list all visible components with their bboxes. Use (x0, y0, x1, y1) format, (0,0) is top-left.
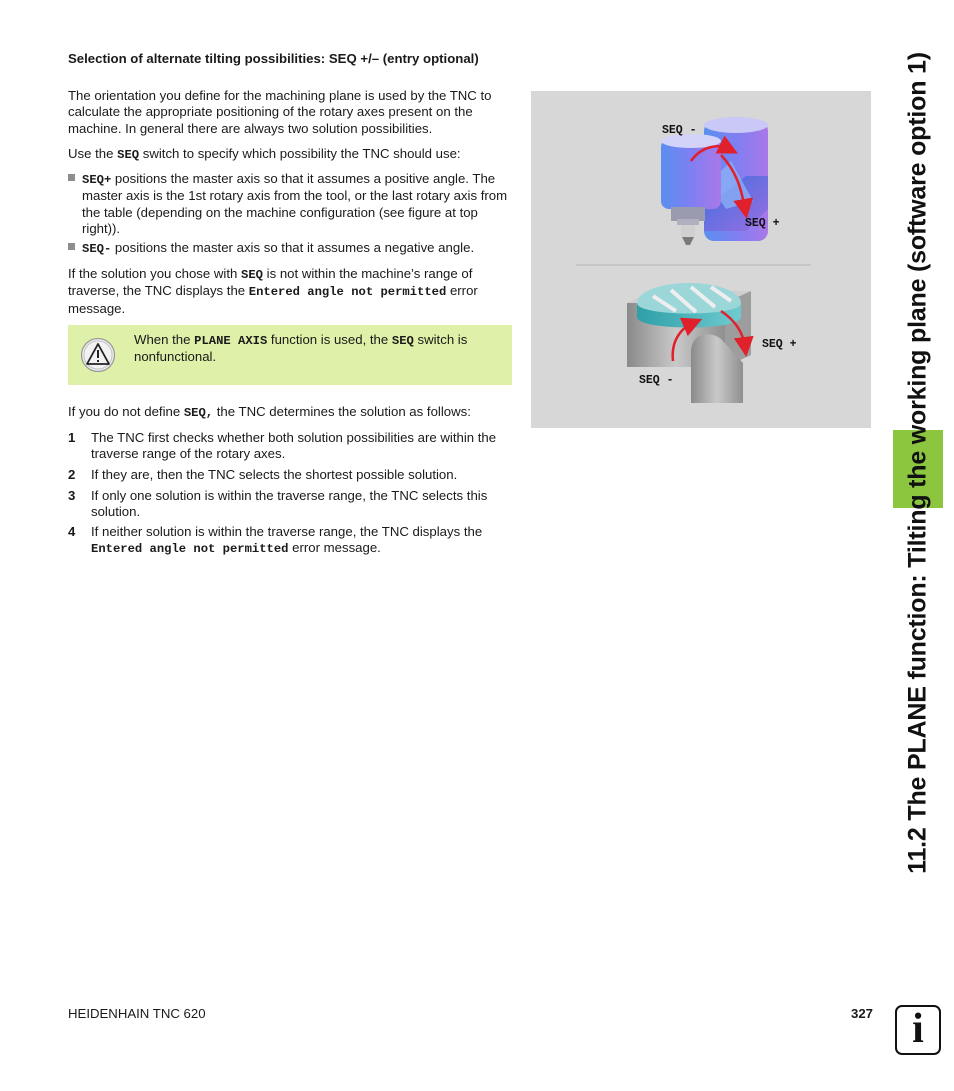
footer-manual-name: HEIDENHAIN TNC 620 (68, 1006, 206, 1021)
bullet-square-icon (68, 174, 75, 181)
figure-label-seq-minus-bottom: SEQ - (639, 374, 674, 387)
bullet-square-icon (68, 243, 75, 250)
step-4: 4 If neither solution is within the traverse range, the TNC displays the Entered angle not permitted error message. (68, 524, 483, 557)
tilting-figure (531, 91, 871, 428)
sidebar-chapter-title: 11.2 The PLANE function: Tilting the working plane (software option 1) (903, 51, 932, 874)
step-3: 3 If only one solution is within the traverse range, the TNC selects this solution. (68, 488, 488, 520)
seq-usage-paragraph: Use the SEQ switch to specify which possibility the TNC should use: (68, 146, 461, 162)
code-seq: SEQ (117, 148, 140, 162)
out-of-range-paragraph: If the solution you chose with SEQ is not within the machine’s range of traverse, the TNC displays the Entered angle not permitted error message. (68, 266, 478, 316)
step-2: 2 If they are, then the TNC selects the shortest possible solution. (68, 467, 458, 482)
note-text: When the PLANE AXIS function is used, the SEQ switch is nonfunctional. (134, 332, 468, 365)
step-1: 1 The TNC first checks whether both solution possibilities are within the traverse range of the rotary axes. (68, 430, 497, 462)
figure-label-seq-minus-top: SEQ - (662, 124, 697, 137)
page-number: 327 (850, 1006, 873, 1021)
default-seq-paragraph: If you do not define SEQ, the TNC determines the solution as follows: (68, 404, 471, 420)
info-icon: i (895, 1005, 941, 1055)
figure-label-seq-plus-top: SEQ + (745, 217, 780, 230)
list-item-seq-minus: SEQ- positions the master axis so that it assumes a negative angle. (68, 240, 513, 257)
warning-triangle-icon (80, 337, 116, 373)
intro-paragraph: The orientation you define for the machining plane is used by the TNC to calculate the appropriate positioning of the rotary axes present on the machine. In general there are always two solution possibilities. (68, 88, 492, 136)
seq-illustration (531, 91, 871, 428)
section-heading: Selection of alternate tilting possibilities: SEQ +/– (entry optional) (68, 51, 479, 66)
note-box (68, 325, 512, 385)
list-item-seq-plus: SEQ+ positions the master axis so that it assumes a positive angle. The master axis is the 1st rotary axis from the tool, or the last rotary axis from the table (depending on the machine configuration (see figure at top right)). (68, 171, 513, 238)
figure-label-seq-plus-bottom: SEQ + (762, 338, 797, 351)
